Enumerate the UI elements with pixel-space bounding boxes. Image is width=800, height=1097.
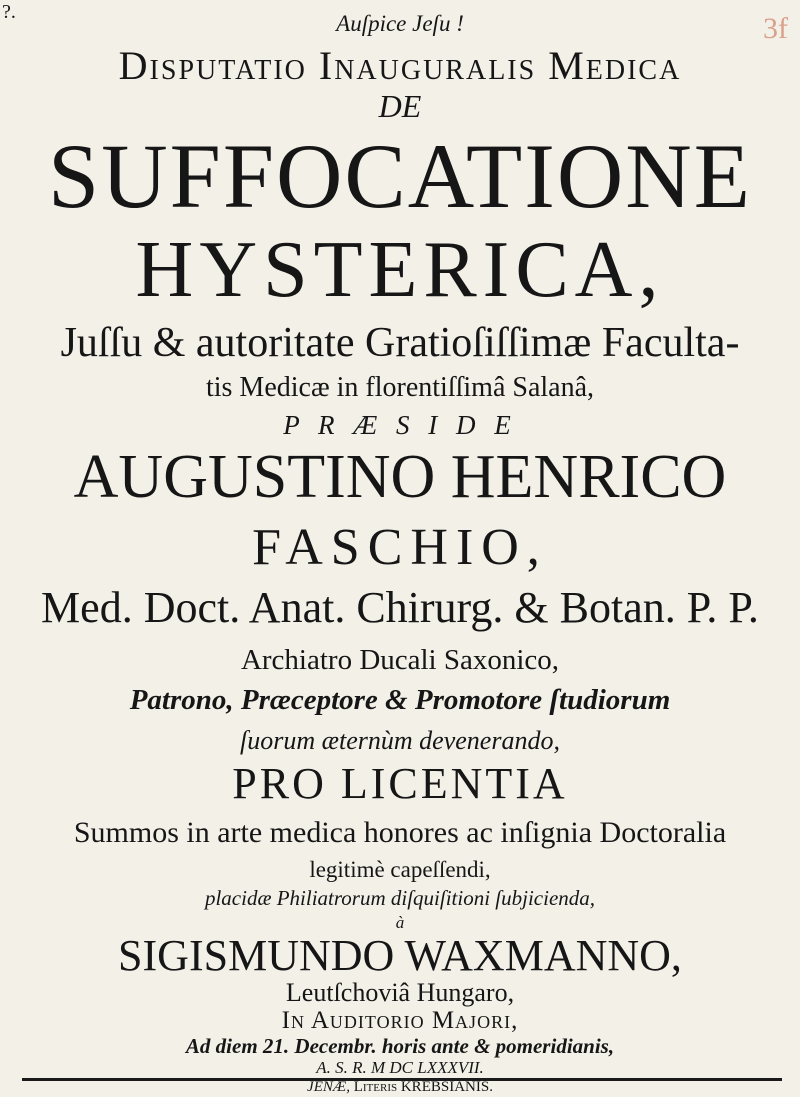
corner-mark-right: 3f — [763, 12, 788, 45]
placidae-line: placidæ Philiatrorum diſquiſitioni ſubjicienda, — [204, 886, 596, 910]
authority-line-1: Juſſu & autoritate Gratioſiſſimæ Faculta- — [60, 320, 740, 366]
place-line: In Auditorio Majori, — [281, 1007, 519, 1034]
archiatro-line: Archiatro Ducali Saxonico, — [240, 644, 560, 676]
president-name-1: AUGUSTINO HENRICO — [73, 443, 727, 511]
date-line: Ad diem 21. Decembr. horis ante & pomeridianis, — [185, 1034, 615, 1058]
legitime-line: legitimè capeſſendi, — [309, 857, 491, 882]
summos-line: Summos in arte medica honores ac inſignia Doctoralia — [73, 816, 727, 849]
origin-line: Leutſchoviâ Hungaro, — [285, 978, 515, 1007]
subject-line-1: SUFFOCATIONE — [48, 125, 752, 227]
imprint-printer: Literis KREBSIANIS. — [353, 1079, 493, 1095]
pro-licentia: PRO LICENTIA — [232, 759, 568, 808]
corner-mark-left: ?. — [2, 1, 16, 23]
praeside-label: P R Æ S I D E — [283, 410, 517, 440]
suorum-line: ſuorum æternùm devenerando, — [240, 726, 560, 755]
president-name-2: FASCHIO, — [252, 519, 548, 576]
respondent-name: SIGISMUNDO WAXMANNO, — [118, 931, 682, 980]
president-titles: Med. Doct. Anat. Chirurg. & Botan. P. P. — [41, 583, 759, 632]
de-label: DE — [378, 88, 422, 124]
authority-line-2: tis Medicæ in florentiſſimâ Salanâ, — [205, 372, 595, 403]
disputation-heading: Disputatio Inauguralis Medica — [118, 43, 682, 88]
subject-line-2: HYSTERICA, — [135, 226, 665, 314]
imprint-city: JENÆ, — [307, 1079, 350, 1095]
imprint — [0, 1080, 800, 1095]
invocation: Auſpice Jeſu ! — [336, 11, 464, 36]
year-line: A. S. R. M DC LXXXVII. — [316, 1058, 484, 1077]
a-label: à — [395, 913, 405, 932]
patrono-line: Patrono, Præceptore & Promotore ſtudiorum — [129, 684, 671, 716]
